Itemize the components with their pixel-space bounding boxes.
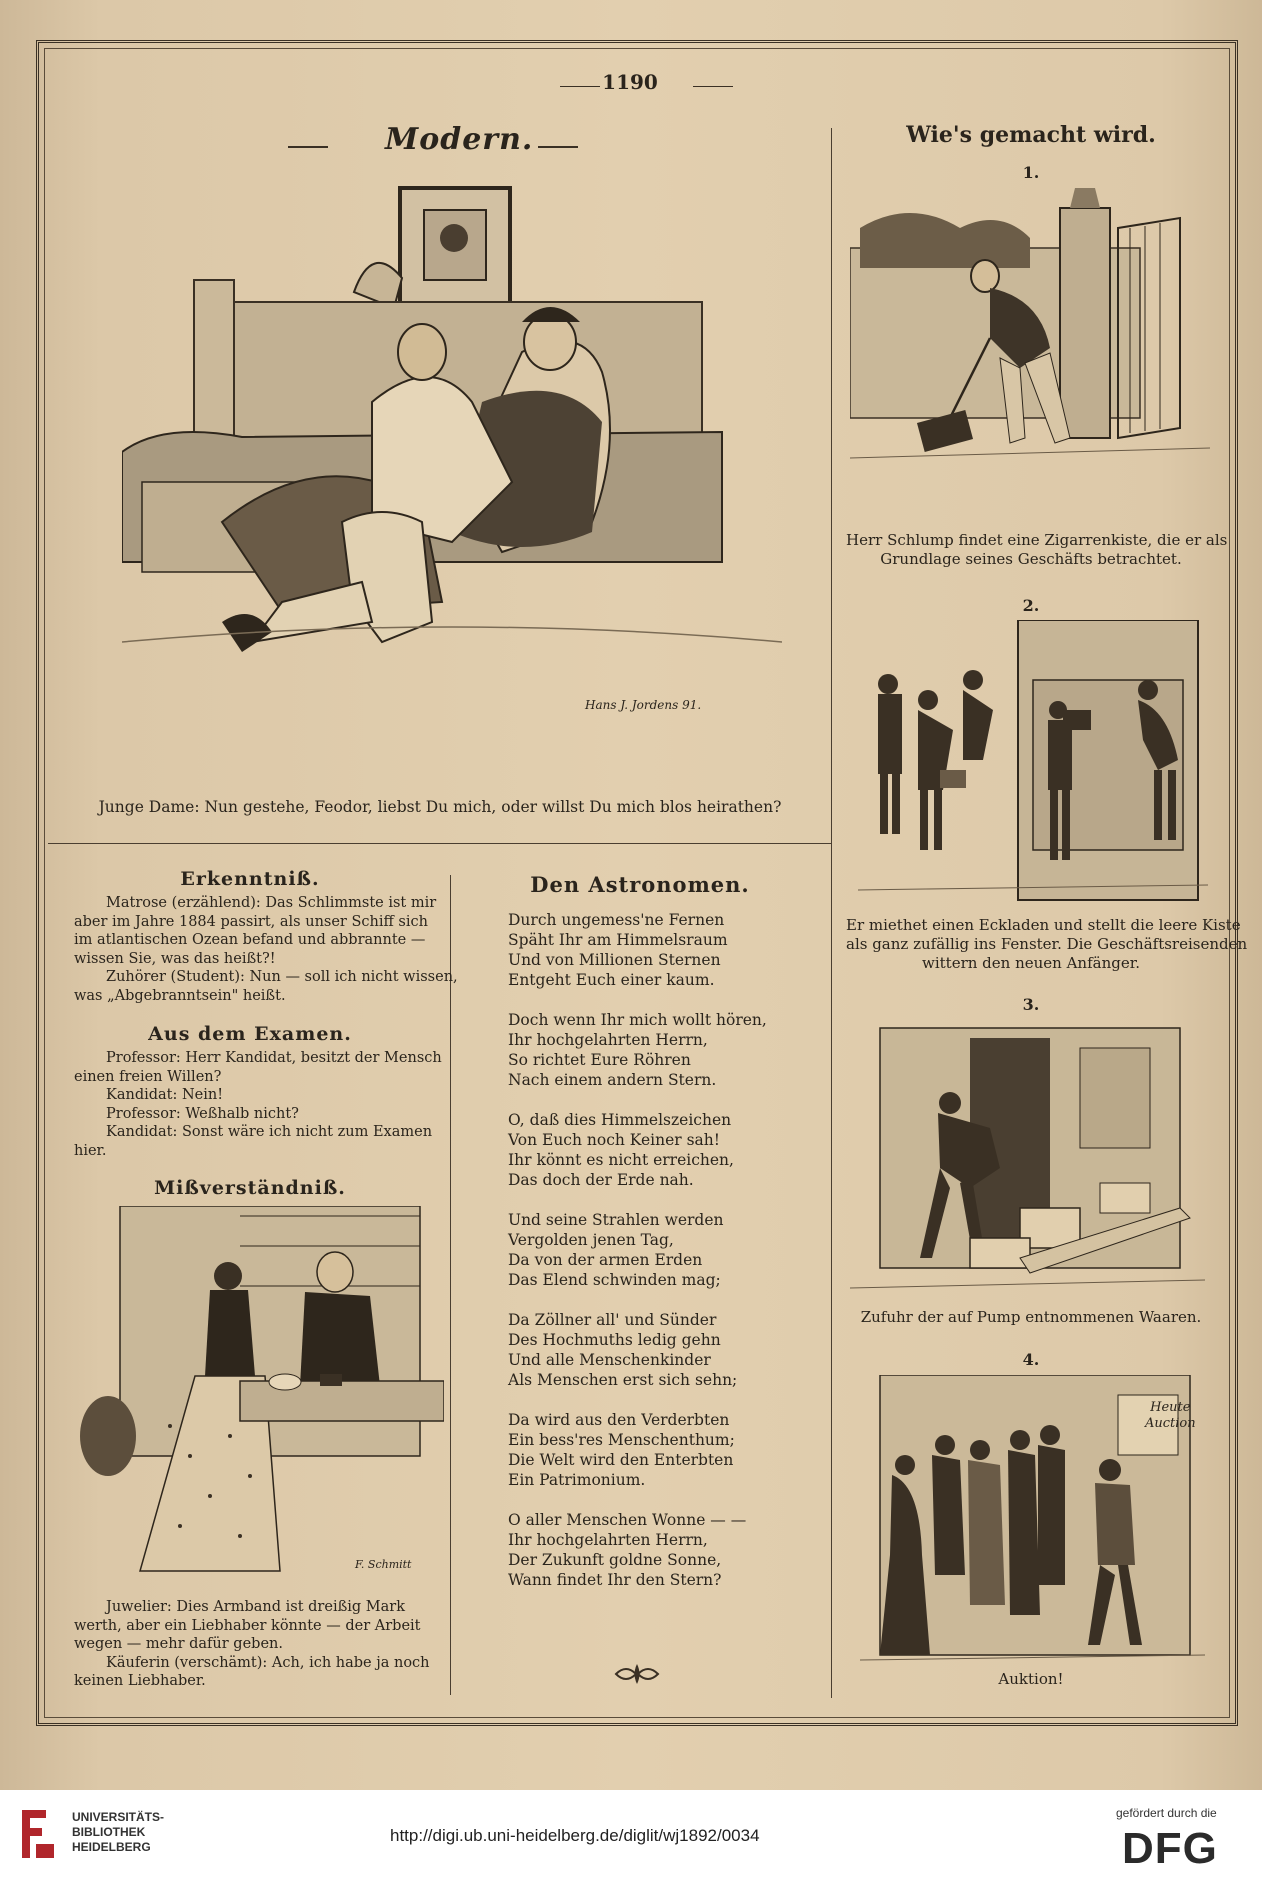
poem-line: Die Welt wird den Enterbten <box>508 1451 734 1469</box>
salesmen-at-shop-window-drawing <box>858 620 1208 915</box>
ornament-left <box>288 146 328 148</box>
modern-signature: Hans J. Jordens 91. <box>585 698 702 712</box>
erkenntniss-line-2: aber im Jahre 1884 passirt, als unser Schiff sich <box>74 913 428 930</box>
erkenntniss-text <box>74 894 458 1005</box>
poem-line: Wann findet Ihr den Stern? <box>508 1571 722 1589</box>
poem-line: Da Zöllner all' und Sünder <box>508 1311 717 1329</box>
poem-line: Ein bess'res Menschenthum; <box>508 1431 735 1449</box>
missverstaendniss-line-1: Juwelier: Dies Armband ist dreißig Mark <box>106 1599 405 1615</box>
panel-2-caption-line-3: wittern den neuen Anfänger. <box>922 954 1140 972</box>
examen-title: Aus dem Examen. <box>148 1023 352 1045</box>
examen-line-4: Professor: Weßhalb nicht? <box>106 1105 299 1122</box>
university-name-line: BIBLIOTHEK <box>72 1825 146 1839</box>
poem-end-ornament <box>612 1660 662 1688</box>
page-number: 1190 <box>602 70 658 94</box>
panel-2-caption-line-1: Er miethet einen Eckladen und stellt die leere Kiste <box>846 916 1241 934</box>
couple-on-sofa-drawing <box>122 182 782 782</box>
stanza-7 <box>508 1510 818 1590</box>
panel-4-caption: Auktion! <box>998 1670 1064 1688</box>
examen-line-1: Professor: Herr Kandidat, besitzt der Mensch <box>106 1050 442 1066</box>
stanza-4 <box>508 1210 818 1290</box>
examen-line-3: Kandidat: Nein! <box>106 1087 224 1103</box>
panel-1-caption-line-2: Grundlage seines Geschäfts betrachtet. <box>880 550 1182 568</box>
poem-line: Ihr könnt es nicht erreichen, <box>508 1151 734 1169</box>
poem-line: Des Hochmuths ledig gehn <box>508 1331 721 1349</box>
erkenntniss-line-5: Zuhörer (Student): Nun — soll ich nicht wissen, <box>106 969 458 985</box>
poem-line: Ihr hochgelahrten Herrn, <box>508 1531 708 1549</box>
poem-line: Und alle Menschenkinder <box>508 1351 711 1369</box>
missverstaendniss-line-3: wegen — mehr dafür geben. <box>74 1636 283 1652</box>
poem-line: Als Menschen erst sich sehn; <box>508 1371 738 1389</box>
panel-1-caption <box>846 531 1228 569</box>
university-name-line: HEIDELBERG <box>72 1840 151 1854</box>
erkenntniss-title: Erkenntniß. <box>180 868 320 890</box>
missverstaendniss-signature: F. Schmitt <box>355 1558 412 1571</box>
panel-4-number: 4. <box>1022 1350 1040 1369</box>
modern-title: Modern. <box>385 122 534 157</box>
panel-1-caption-line-1: Herr Schlump findet eine Zigarrenkiste, die er als <box>846 531 1228 549</box>
panel-1-number: 1. <box>1022 163 1040 182</box>
astronomen-title: Den Astronomen. <box>530 872 750 897</box>
jeweler-illustration <box>80 1206 444 1576</box>
auction-sign-line-2: Auction <box>1145 1416 1196 1431</box>
column-divider-middle <box>450 875 451 1695</box>
section-divider <box>48 843 831 844</box>
panel-2-illustration <box>858 620 1208 915</box>
modern-illustration <box>122 182 782 782</box>
panel-3-illustration <box>850 1018 1205 1300</box>
erkenntniss-line-6: was „Abgebranntsein" heißt. <box>74 987 286 1004</box>
panel-1-illustration <box>850 188 1210 518</box>
astronomen-poem <box>508 910 818 1610</box>
poem-line: Ein Patrimonium. <box>508 1471 646 1489</box>
university-logo-icon[interactable] <box>16 1804 60 1864</box>
poem-line: Und seine Strahlen werden <box>508 1211 724 1229</box>
page-number-rule-right <box>693 86 733 87</box>
erkenntniss-line-4: wissen Sie, was das heißt?! <box>74 950 276 967</box>
university-name-line: UNIVERSITÄTS- <box>72 1810 165 1824</box>
poem-line: Das doch der Erde nah. <box>508 1171 694 1189</box>
column-divider-right <box>831 128 832 1698</box>
poem-line: Und von Millionen Sternen <box>508 951 721 969</box>
auction-sign-line-1: Heute <box>1150 1400 1191 1415</box>
poem-line: Da von der armen Erden <box>508 1251 703 1269</box>
missverstaendniss-title: Mißverständniß. <box>154 1177 346 1199</box>
poem-line: Vergolden jenen Tag, <box>508 1231 674 1249</box>
panel-3-number: 3. <box>1022 995 1040 1014</box>
poem-line: So richtet Eure Röhren <box>508 1051 691 1069</box>
poem-line: O aller Menschen Wonne — — <box>508 1511 747 1529</box>
missverstaendniss-text <box>74 1598 444 1691</box>
footer-bar <box>0 1790 1262 1879</box>
wies-gemacht-title: Wie's gemacht wird. <box>906 122 1156 148</box>
poem-line: Entgeht Euch einer kaum. <box>508 971 715 989</box>
stanza-2 <box>508 1010 818 1090</box>
poem-line: Da wird aus den Verderbten <box>508 1411 730 1429</box>
poem-line: O, daß dies Himmelszeichen <box>508 1111 732 1129</box>
delivery-of-crates-drawing <box>850 1018 1205 1300</box>
poem-line: Von Euch noch Keiner sah! <box>508 1131 720 1149</box>
auction-sign <box>1145 1400 1196 1432</box>
examen-text <box>74 1049 444 1160</box>
stanza-1 <box>508 910 818 990</box>
missverstaendniss-line-2: werth, aber ein Liebhaber könnte — der Arbeit <box>74 1617 421 1634</box>
missverstaendniss-line-5: keinen Liebhaber. <box>74 1673 206 1689</box>
funded-by-label: gefördert durch die <box>1116 1806 1217 1820</box>
stanza-3 <box>508 1110 818 1190</box>
poem-line: Doch wenn Ihr mich wollt hören, <box>508 1011 767 1029</box>
erkenntniss-line-3: im atlantischen Ozean befand und abbrannte — <box>74 932 426 948</box>
missverstaendniss-line-4: Käuferin (verschämt): Ach, ich habe ja noch <box>106 1654 430 1671</box>
examen-line-6: hier. <box>74 1142 107 1159</box>
poem-line: Späht Ihr am Himmelsraum <box>508 931 728 949</box>
poem-line: Das Elend schwinden mag; <box>508 1271 721 1289</box>
poem-line: Durch ungemess'ne Fernen <box>508 911 725 929</box>
examen-line-5: Kandidat: Sonst wäre ich nicht zum Examen <box>106 1124 433 1140</box>
modern-caption: Junge Dame: Nun gestehe, Feodor, liebst Du mich, oder willst Du mich blos heirathen? <box>98 798 782 816</box>
erkenntniss-line-1: Matrose (erzählend): Das Schlimmste ist mir <box>106 895 437 911</box>
ornament-right <box>538 146 578 148</box>
panel-2-caption-line-2: als ganz zufällig ins Fenster. Die Geschäftsreisenden <box>846 935 1248 953</box>
fleuron-icon <box>612 1660 662 1688</box>
man-with-cigar-box-drawing <box>850 188 1210 518</box>
source-url-link[interactable]: http://digi.ub.uni-heidelberg.de/diglit/wj1892/0034 <box>390 1826 760 1845</box>
poem-line: Ihr hochgelahrten Herrn, <box>508 1031 708 1049</box>
panel-2-caption <box>846 916 1248 973</box>
poem-line: Der Zukunft goldne Sonne, <box>508 1551 722 1569</box>
panel-3-caption: Zufuhr der auf Pump entnommenen Waaren. <box>860 1308 1202 1326</box>
panel-2-number: 2. <box>1022 596 1040 615</box>
examen-line-2: einen freien Willen? <box>74 1068 222 1085</box>
stanza-6 <box>508 1410 818 1490</box>
poem-line: Nach einem andern Stern. <box>508 1071 717 1089</box>
university-name <box>72 1810 164 1855</box>
dfg-logo[interactable]: DFG <box>1122 1824 1218 1873</box>
jeweler-and-lady-drawing <box>80 1206 444 1576</box>
stanza-5 <box>508 1310 818 1390</box>
